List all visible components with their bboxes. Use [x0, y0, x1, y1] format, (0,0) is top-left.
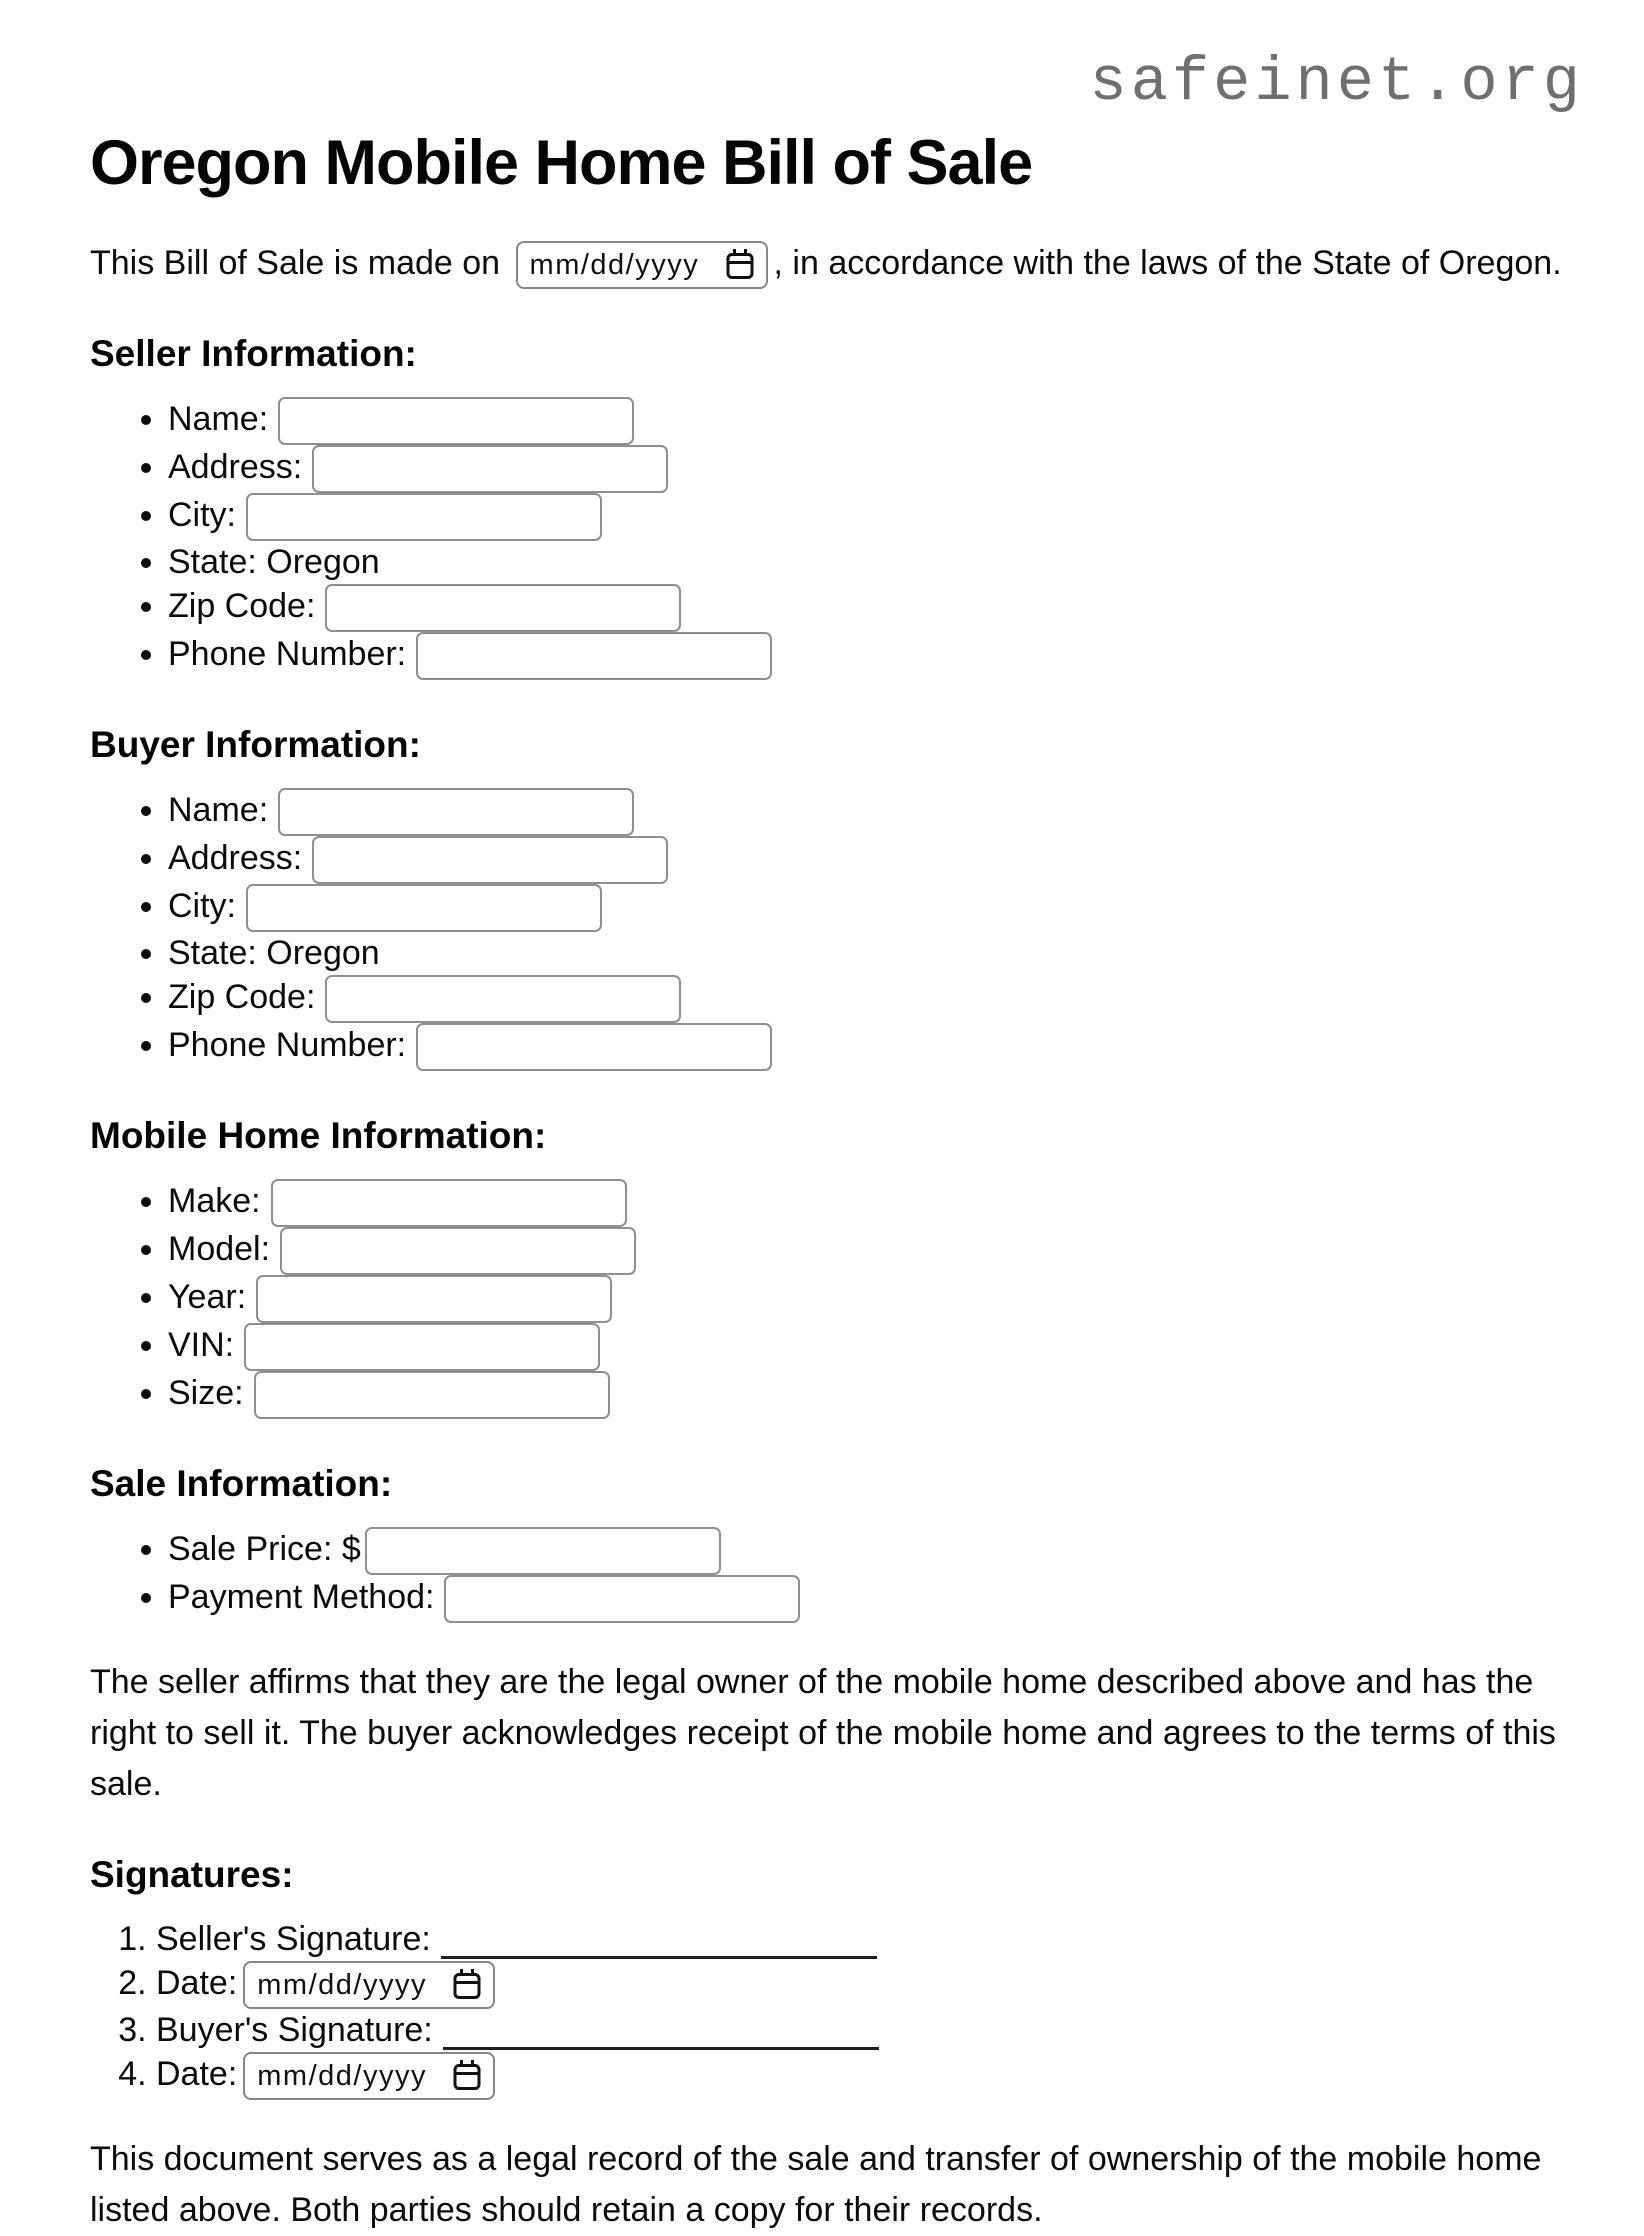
list-item — [168, 975, 1584, 1023]
mh-model-label: Model: — [168, 1230, 271, 1268]
page-title: Oregon Mobile Home Bill of Sale — [90, 128, 1033, 198]
seller-address-label: Address: — [168, 448, 303, 486]
date-placeholder: mm/dd/yyyy — [257, 2059, 427, 2092]
list-item — [168, 932, 1584, 975]
list-item — [168, 493, 1584, 541]
buyer-phone-label: Phone Number: — [168, 1026, 407, 1064]
buyer-address-input[interactable] — [312, 836, 668, 884]
seller-phone-input[interactable] — [416, 632, 772, 680]
list-item — [156, 2052, 1584, 2100]
list-item — [168, 445, 1584, 493]
seller-name-input[interactable] — [278, 397, 634, 445]
intro-text-before: This Bill of Sale is made on — [90, 244, 510, 282]
intro-text-after: , in accordance with the laws of the State of Oregon. — [773, 244, 1562, 282]
calendar-icon — [452, 2060, 482, 2092]
list-item — [168, 788, 1584, 836]
date-placeholder: mm/dd/yyyy — [529, 248, 700, 281]
signatures-heading: Signatures: — [90, 1854, 294, 1896]
list-item — [168, 632, 1584, 680]
mh-year-label: Year: — [168, 1278, 247, 1316]
site-logo: safeinet.org — [1089, 47, 1584, 118]
list-item — [156, 1961, 1584, 2009]
buyer-zip-label: Zip Code: — [168, 978, 316, 1016]
list-item — [168, 1275, 1584, 1323]
mobile-home-list — [90, 1179, 1584, 1419]
list-item — [168, 1023, 1584, 1071]
intro-paragraph — [90, 238, 1570, 289]
buyer-name-input[interactable] — [278, 788, 634, 836]
calendar-icon — [452, 1969, 482, 2001]
list-item — [168, 1371, 1584, 1419]
signatures-list — [90, 1918, 1584, 2100]
sale-price-label: Sale Price: $ — [168, 1530, 361, 1568]
list-item — [168, 884, 1584, 932]
mobile-home-heading: Mobile Home Information: — [90, 1115, 547, 1157]
sale-price-input[interactable] — [365, 1527, 721, 1575]
buyer-phone-input[interactable] — [416, 1023, 772, 1071]
seller-zip-input[interactable] — [325, 584, 681, 632]
mh-make-label: Make: — [168, 1182, 261, 1220]
buyer-zip-input[interactable] — [325, 975, 681, 1023]
buyer-name-label: Name: — [168, 791, 269, 829]
list-item — [168, 836, 1584, 884]
list-item — [168, 1323, 1584, 1371]
buyer-state-label: State: Oregon — [168, 934, 380, 973]
mh-size-input[interactable] — [254, 1371, 610, 1419]
list-item — [168, 397, 1584, 445]
mh-make-input[interactable] — [271, 1179, 627, 1227]
seller-heading: Seller Information: — [90, 333, 417, 375]
affirmation-paragraph: The seller affirms that they are the legal owner of the mobile home described above and has the right to sell it. The buyer acknowledges receipt of the mobile home and agrees to the terms of this sale. — [90, 1663, 1556, 1804]
seller-signature-line[interactable] — [441, 1922, 877, 1959]
buyer-list — [90, 788, 1584, 1071]
list-item — [168, 1527, 1584, 1575]
mh-vin-input[interactable] — [244, 1323, 600, 1371]
seller-list — [90, 397, 1584, 680]
list-item — [156, 1918, 1584, 1961]
calendar-icon — [725, 249, 755, 281]
buyer-sign-date-input[interactable] — [243, 2052, 495, 2100]
seller-state-label: State: Oregon — [168, 543, 380, 582]
buyer-signature-label: Buyer's Signature: — [156, 2011, 433, 2050]
seller-sign-date-label: Date: — [156, 1964, 238, 2002]
sale-heading: Sale Information: — [90, 1463, 393, 1505]
payment-method-label: Payment Method: — [168, 1578, 435, 1616]
mh-model-input[interactable] — [280, 1227, 636, 1275]
seller-city-input[interactable] — [246, 493, 602, 541]
list-item — [156, 2009, 1584, 2052]
seller-signature-label: Seller's Signature: — [156, 1920, 431, 1959]
seller-phone-label: Phone Number: — [168, 635, 407, 673]
seller-name-label: Name: — [168, 400, 269, 438]
list-item — [168, 1179, 1584, 1227]
buyer-sign-date-label: Date: — [156, 2055, 238, 2093]
seller-zip-label: Zip Code: — [168, 587, 316, 625]
buyer-city-label: City: — [168, 887, 236, 925]
seller-sign-date-input[interactable] — [243, 1961, 495, 2009]
mh-size-label: Size: — [168, 1374, 244, 1412]
date-placeholder: mm/dd/yyyy — [257, 1968, 427, 2001]
buyer-heading: Buyer Information: — [90, 724, 421, 766]
bill-date-input[interactable] — [516, 241, 768, 289]
list-item — [168, 541, 1584, 584]
buyer-address-label: Address: — [168, 839, 303, 877]
sale-list — [90, 1527, 1584, 1623]
payment-method-input[interactable] — [444, 1575, 800, 1623]
closing-paragraph: This document serves as a legal record of the sale and transfer of ownership of the mobile home listed above. Both parties should retain a copy for their records. — [90, 2140, 1542, 2230]
list-item — [168, 584, 1584, 632]
mh-vin-label: VIN: — [168, 1326, 235, 1364]
list-item — [168, 1575, 1584, 1623]
mh-year-input[interactable] — [256, 1275, 612, 1323]
seller-city-label: City: — [168, 496, 236, 534]
buyer-signature-line[interactable] — [443, 2013, 879, 2050]
buyer-city-input[interactable] — [246, 884, 602, 932]
seller-address-input[interactable] — [312, 445, 668, 493]
list-item — [168, 1227, 1584, 1275]
